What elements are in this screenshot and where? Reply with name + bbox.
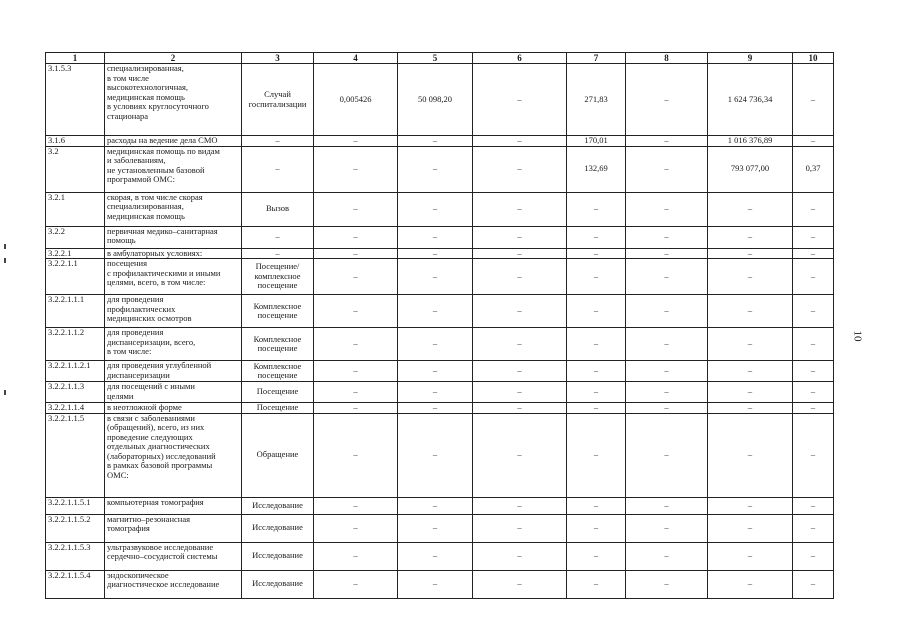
col-8-value: – [626, 361, 708, 382]
col-6-value: – [473, 497, 567, 514]
row-description: посещения с профилактическими и иными целями, всего, в том числе: [105, 259, 242, 295]
row-unit: Посещение/ комплексное посещение [242, 259, 314, 295]
col-10-value: – [793, 136, 834, 147]
scan-mark [4, 390, 6, 395]
row-unit: Исследование [242, 570, 314, 598]
row-code: 3.2.2 [46, 226, 105, 248]
col-9-value: 1 016 376,89 [708, 136, 793, 147]
row-description: в связи с заболеваниями (обращений), всего, из них проведение следующих отдельных диагностических (лабораторных) исследований в рамках базовой программы ОМС: [105, 413, 242, 497]
col-5-value: – [398, 382, 473, 403]
table-row [46, 64, 834, 136]
col-9-value: – [708, 403, 793, 414]
col-9-value: – [708, 514, 793, 542]
col-4-value: – [314, 136, 398, 147]
col-7-value: – [567, 328, 626, 361]
row-code: 3.2.2.1.1.5.2 [46, 514, 105, 542]
col-5-value: – [398, 361, 473, 382]
col-5-value: – [398, 192, 473, 226]
col-9-value: – [708, 497, 793, 514]
col-8-value: – [626, 570, 708, 598]
col-7-value: – [567, 403, 626, 414]
col-9-value: – [708, 361, 793, 382]
table-row [46, 497, 834, 514]
col-5-value: – [398, 136, 473, 147]
col-6-value: – [473, 570, 567, 598]
row-code: 3.2.2.1.1.5.1 [46, 497, 105, 514]
col-4-value: – [314, 259, 398, 295]
row-unit: Вызов [242, 192, 314, 226]
table-row [46, 146, 834, 192]
col-6-value: – [473, 64, 567, 136]
col-7-value: 170,01 [567, 136, 626, 147]
col-6-value: – [473, 413, 567, 497]
col-8-value: – [626, 146, 708, 192]
col-7-value: – [567, 413, 626, 497]
col-7-value: – [567, 248, 626, 259]
column-header: 6 [473, 53, 567, 64]
col-6-value: – [473, 295, 567, 328]
col-4-value: – [314, 146, 398, 192]
row-description: в неотложной форме [105, 403, 242, 414]
header-row [46, 53, 834, 64]
col-10-value: 0,37 [793, 146, 834, 192]
column-header: 1 [46, 53, 105, 64]
row-code: 3.2.2.1.1.2.1 [46, 361, 105, 382]
row-unit: Комплексное посещение [242, 295, 314, 328]
col-4-value: – [314, 192, 398, 226]
table-row [46, 542, 834, 570]
column-header: 9 [708, 53, 793, 64]
col-6-value: – [473, 542, 567, 570]
col-4-value: – [314, 226, 398, 248]
row-code: 3.1.6 [46, 136, 105, 147]
row-description: магнитно–резонансная томография [105, 514, 242, 542]
col-7-value: – [567, 542, 626, 570]
col-6-value: – [473, 248, 567, 259]
col-9-value: – [708, 248, 793, 259]
col-9-value: – [708, 328, 793, 361]
col-4-value: – [314, 514, 398, 542]
column-header: 5 [398, 53, 473, 64]
row-unit: Исследование [242, 514, 314, 542]
col-10-value: – [793, 248, 834, 259]
col-9-value: – [708, 226, 793, 248]
col-10-value: – [793, 64, 834, 136]
row-unit: Комплексное посещение [242, 328, 314, 361]
col-5-value: – [398, 226, 473, 248]
col-7-value: – [567, 382, 626, 403]
table-row [46, 136, 834, 147]
data-table [45, 52, 834, 599]
col-5-value: – [398, 497, 473, 514]
col-9-value: – [708, 413, 793, 497]
col-7-value: – [567, 497, 626, 514]
column-header: 8 [626, 53, 708, 64]
table-row [46, 403, 834, 414]
col-5-value: 50 098,20 [398, 64, 473, 136]
col-4-value: – [314, 295, 398, 328]
col-10-value: – [793, 328, 834, 361]
row-code: 3.2 [46, 146, 105, 192]
col-5-value: – [398, 146, 473, 192]
row-unit: Посещение [242, 382, 314, 403]
row-code: 3.2.2.1.1.5.3 [46, 542, 105, 570]
col-6-value: – [473, 146, 567, 192]
row-description: скорая, в том числе скорая специализированная, медицинская помощь [105, 192, 242, 226]
col-10-value: – [793, 514, 834, 542]
column-header: 7 [567, 53, 626, 64]
col-8-value: – [626, 328, 708, 361]
col-10-value: – [793, 542, 834, 570]
col-6-value: – [473, 136, 567, 147]
row-description: эндоскопическое диагностическое исследование [105, 570, 242, 598]
row-unit: – [242, 136, 314, 147]
col-5-value: – [398, 413, 473, 497]
col-7-value: – [567, 259, 626, 295]
row-unit: – [242, 226, 314, 248]
col-10-value: – [793, 497, 834, 514]
row-code: 3.2.2.1.1.3 [46, 382, 105, 403]
row-unit: Исследование [242, 497, 314, 514]
col-9-value: – [708, 295, 793, 328]
column-header: 2 [105, 53, 242, 64]
col-4-value: – [314, 328, 398, 361]
row-description: расходы на ведение дела СМО [105, 136, 242, 147]
col-7-value: – [567, 361, 626, 382]
col-4-value: 0,005426 [314, 64, 398, 136]
row-description: медицинская помощь по видам и заболеваниям, не установленным базовой программой ОМС: [105, 146, 242, 192]
column-header: 10 [793, 53, 834, 64]
row-code: 3.2.2.1.1 [46, 259, 105, 295]
col-4-value: – [314, 248, 398, 259]
scan-mark [4, 244, 6, 249]
col-4-value: – [314, 570, 398, 598]
col-7-value: – [567, 514, 626, 542]
column-header: 4 [314, 53, 398, 64]
col-8-value: – [626, 248, 708, 259]
row-description: в амбулаторных условиях: [105, 248, 242, 259]
col-5-value: – [398, 570, 473, 598]
row-description: для проведения углубленной диспансеризации [105, 361, 242, 382]
row-unit: – [242, 248, 314, 259]
col-4-value: – [314, 497, 398, 514]
row-description: компьютерная томография [105, 497, 242, 514]
row-description: для проведения диспансеризации, всего, в том числе: [105, 328, 242, 361]
row-code: 3.2.2.1.1.2 [46, 328, 105, 361]
col-9-value: 793 077,00 [708, 146, 793, 192]
row-unit: Случай госпитализации [242, 64, 314, 136]
col-8-value: – [626, 514, 708, 542]
col-10-value: – [793, 403, 834, 414]
row-unit: Комплексное посещение [242, 361, 314, 382]
col-10-value: – [793, 413, 834, 497]
col-4-value: – [314, 542, 398, 570]
col-5-value: – [398, 514, 473, 542]
col-8-value: – [626, 192, 708, 226]
table-row [46, 226, 834, 248]
col-9-value: 1 624 736,34 [708, 64, 793, 136]
row-description: специализированная, в том числе высокотехнологичная, медицинская помощь в условиях круглосуточного стационара [105, 64, 242, 136]
col-5-value: – [398, 328, 473, 361]
row-unit: Обращение [242, 413, 314, 497]
col-9-value: – [708, 542, 793, 570]
col-7-value: – [567, 570, 626, 598]
row-code: 3.2.1 [46, 192, 105, 226]
page-number: 10 [851, 330, 864, 342]
row-unit: Посещение [242, 403, 314, 414]
col-6-value: – [473, 259, 567, 295]
col-10-value: – [793, 226, 834, 248]
col-9-value: – [708, 382, 793, 403]
col-10-value: – [793, 361, 834, 382]
col-8-value: – [626, 64, 708, 136]
col-8-value: – [626, 295, 708, 328]
table-row [46, 570, 834, 598]
col-8-value: – [626, 226, 708, 248]
table-row [46, 361, 834, 382]
col-5-value: – [398, 403, 473, 414]
col-5-value: – [398, 248, 473, 259]
table-row [46, 192, 834, 226]
col-7-value: 271,83 [567, 64, 626, 136]
col-4-value: – [314, 403, 398, 414]
col-6-value: – [473, 403, 567, 414]
col-8-value: – [626, 542, 708, 570]
row-unit: Исследование [242, 542, 314, 570]
col-8-value: – [626, 413, 708, 497]
row-unit: – [242, 146, 314, 192]
row-description: для проведения профилактических медицинских осмотров [105, 295, 242, 328]
table-row [46, 295, 834, 328]
table-row [46, 413, 834, 497]
row-code: 3.1.5.3 [46, 64, 105, 136]
col-9-value: – [708, 570, 793, 598]
table-row [46, 259, 834, 295]
col-6-value: – [473, 382, 567, 403]
table-row [46, 248, 834, 259]
row-code: 3.2.2.1.1.5.4 [46, 570, 105, 598]
table-row [46, 514, 834, 542]
col-10-value: – [793, 382, 834, 403]
col-7-value: – [567, 295, 626, 328]
col-7-value: 132,69 [567, 146, 626, 192]
col-10-value: – [793, 570, 834, 598]
col-8-value: – [626, 497, 708, 514]
col-8-value: – [626, 403, 708, 414]
col-10-value: – [793, 259, 834, 295]
col-6-value: – [473, 226, 567, 248]
col-4-value: – [314, 413, 398, 497]
col-9-value: – [708, 192, 793, 226]
table-row [46, 328, 834, 361]
col-7-value: – [567, 226, 626, 248]
table-row [46, 382, 834, 403]
scan-mark [4, 258, 6, 263]
col-5-value: – [398, 295, 473, 328]
col-6-value: – [473, 328, 567, 361]
row-code: 3.2.2.1.1.4 [46, 403, 105, 414]
row-description: первичная медико–санитарная помощь [105, 226, 242, 248]
col-8-value: – [626, 382, 708, 403]
col-5-value: – [398, 259, 473, 295]
col-4-value: – [314, 382, 398, 403]
col-6-value: – [473, 514, 567, 542]
col-6-value: – [473, 361, 567, 382]
row-description: для посещений с иными целями [105, 382, 242, 403]
col-8-value: – [626, 136, 708, 147]
col-6-value: – [473, 192, 567, 226]
col-8-value: – [626, 259, 708, 295]
row-code: 3.2.2.1.1.5 [46, 413, 105, 497]
col-5-value: – [398, 542, 473, 570]
col-9-value: – [708, 259, 793, 295]
col-4-value: – [314, 361, 398, 382]
col-7-value: – [567, 192, 626, 226]
col-10-value: – [793, 192, 834, 226]
row-code: 3.2.2.1.1.1 [46, 295, 105, 328]
row-description: ультразвуковое исследование сердечно–сосудистой системы [105, 542, 242, 570]
row-code: 3.2.2.1 [46, 248, 105, 259]
column-header: 3 [242, 53, 314, 64]
col-10-value: – [793, 295, 834, 328]
